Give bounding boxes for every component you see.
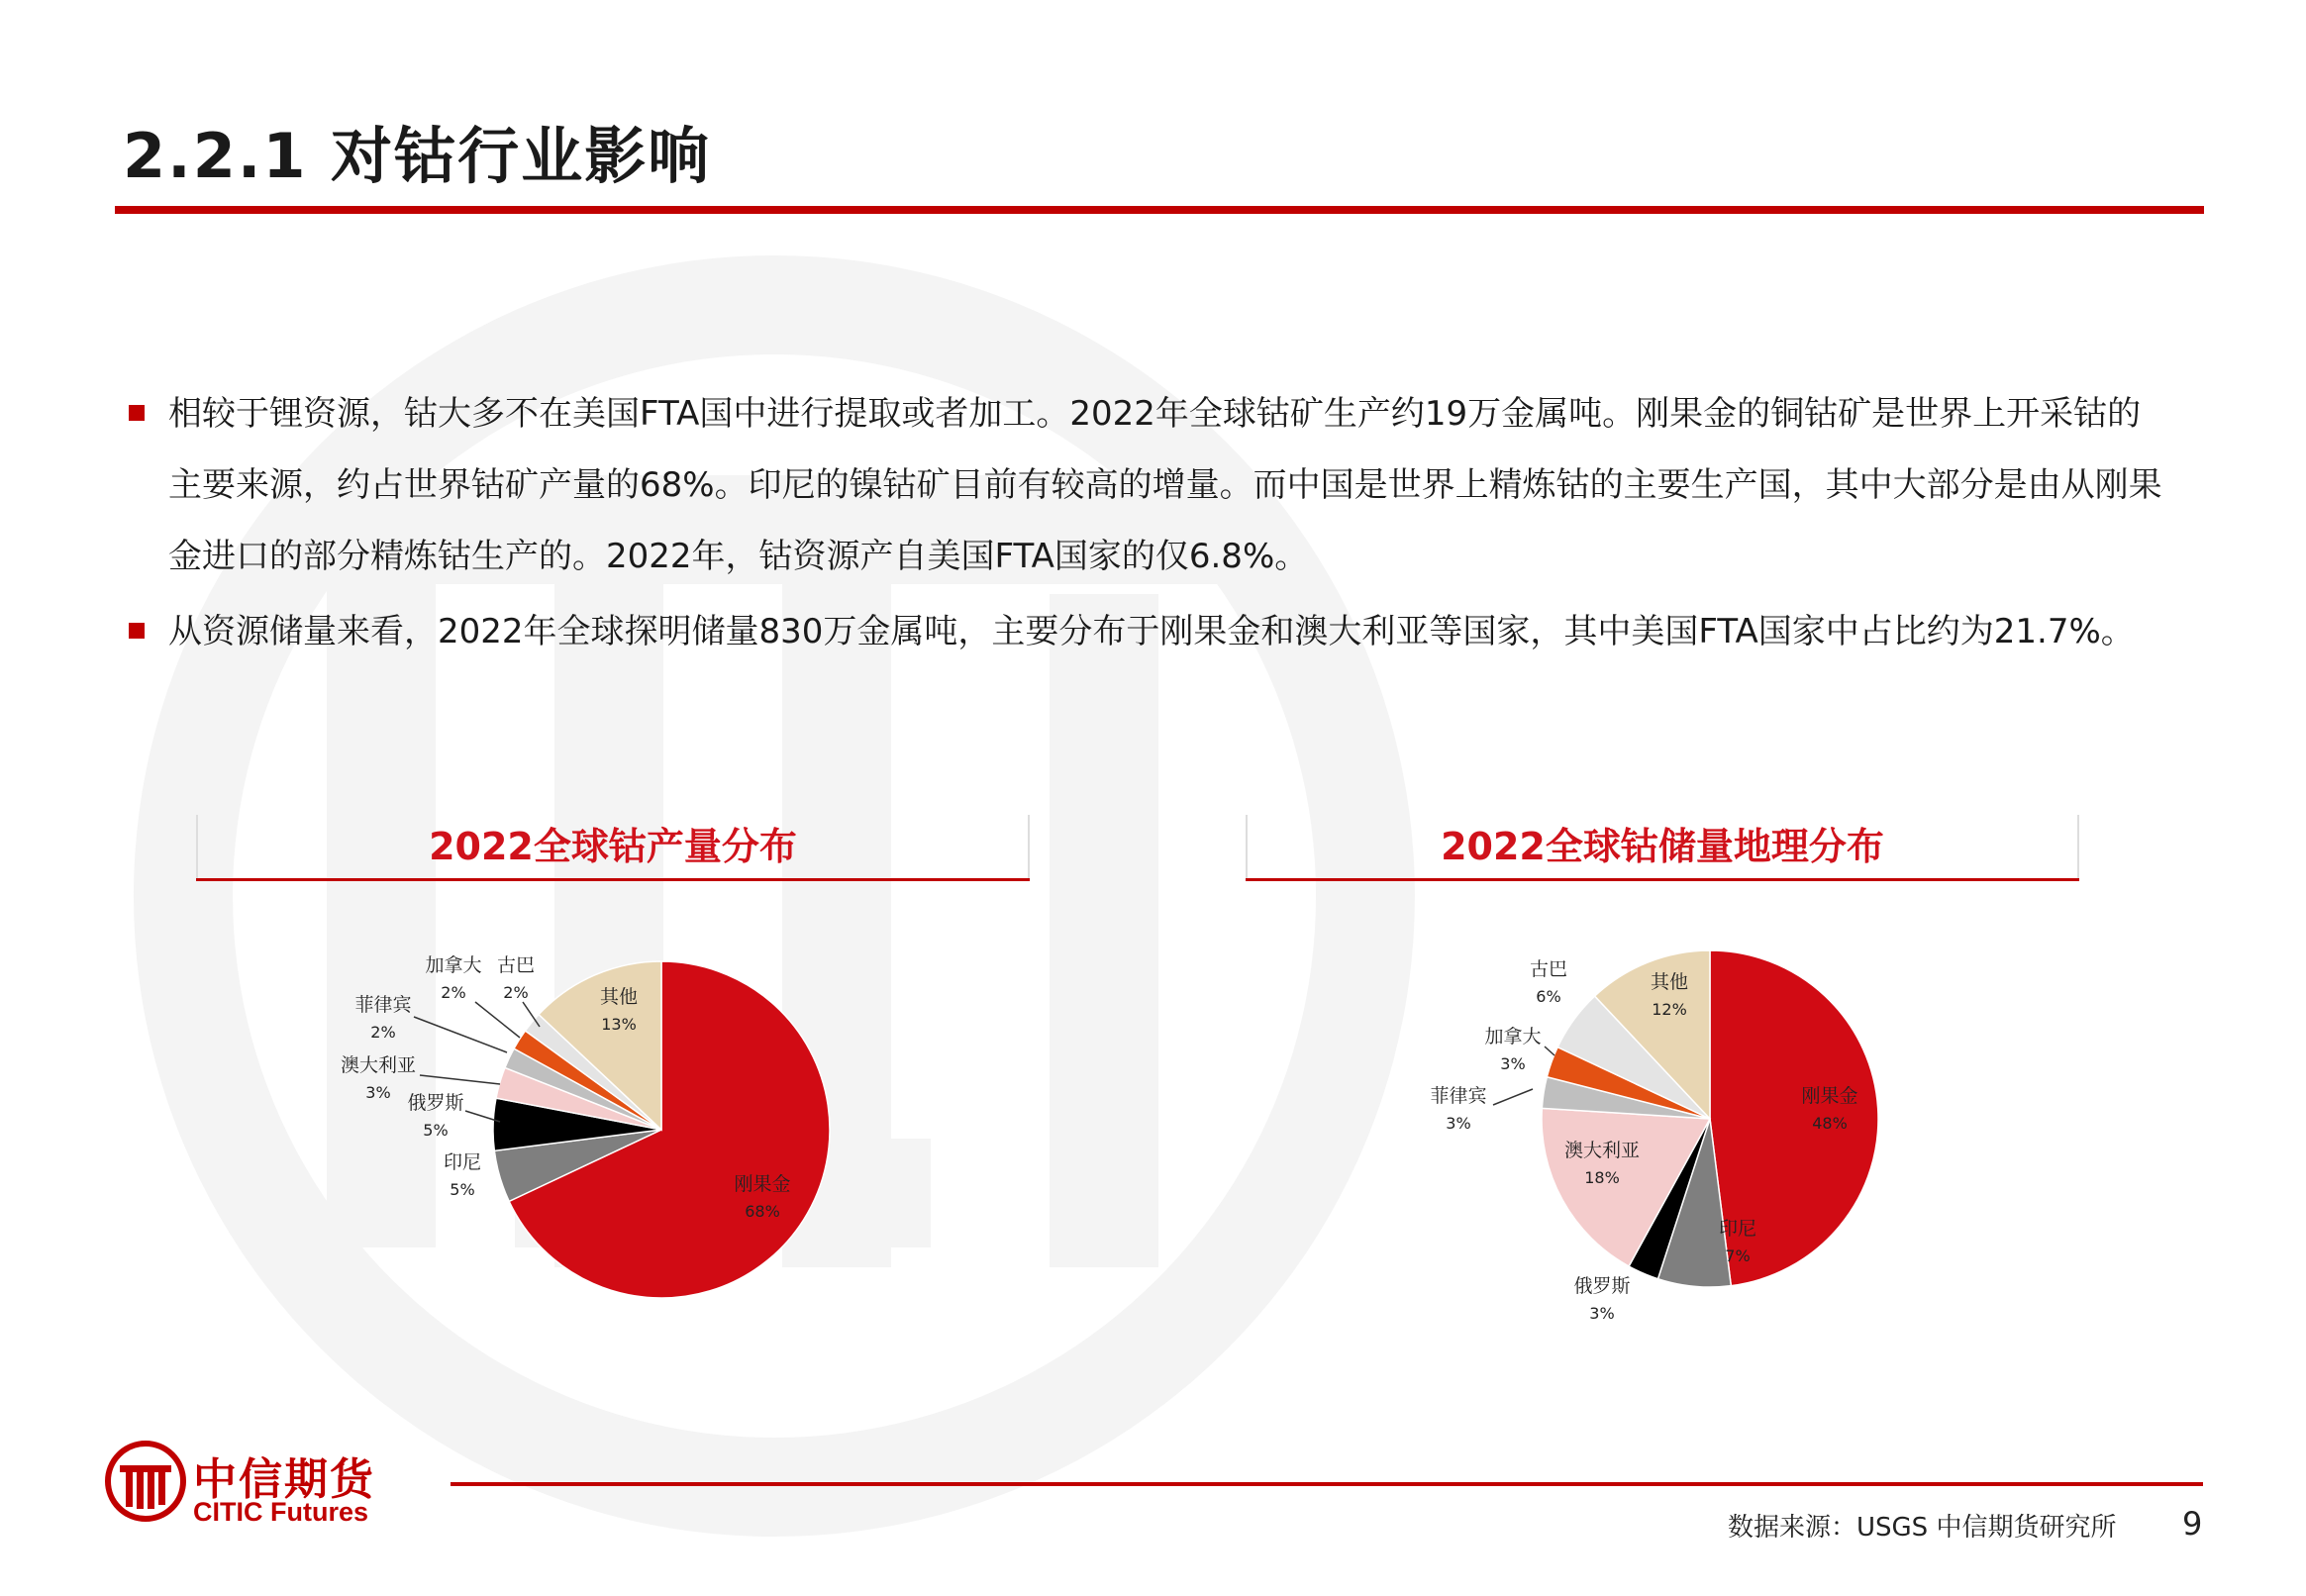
leader-line xyxy=(475,1002,520,1038)
pie-chart-reserves xyxy=(1430,950,1878,1323)
slice-value-label: 2% xyxy=(503,983,529,1002)
slice-label: 澳大利亚 xyxy=(340,1054,417,1076)
leader-line xyxy=(420,1075,500,1084)
leader-line xyxy=(1493,1089,1533,1105)
slice-label: 菲律宾 xyxy=(354,994,412,1016)
slice-value-label: 5% xyxy=(423,1121,449,1140)
slice-value-label: 3% xyxy=(1589,1304,1615,1323)
slice-label: 刚果金 xyxy=(1801,1085,1858,1107)
slice-value-label: 48% xyxy=(1812,1114,1848,1133)
slice-label: 加拿大 xyxy=(425,954,482,976)
citic-logo-icon xyxy=(104,1434,187,1529)
slice-value-label: 5% xyxy=(450,1180,475,1199)
chart1-title: 2022全球钴产量分布 xyxy=(196,815,1030,881)
slice-value-label: 7% xyxy=(1725,1247,1751,1265)
slice-label: 澳大利亚 xyxy=(1563,1140,1641,1161)
leader-line xyxy=(1545,1047,1554,1055)
slice-label: 其他 xyxy=(1650,971,1689,993)
slice-label: 其他 xyxy=(599,986,639,1008)
data-source: 数据来源：USGS 中信期货研究所 xyxy=(1728,1513,2117,1543)
logo-text-cn: 中信期货 xyxy=(193,1454,375,1505)
slice-value-label: 18% xyxy=(1584,1168,1620,1187)
slice-value-label: 3% xyxy=(1500,1054,1526,1073)
slice-value-label: 13% xyxy=(601,1015,637,1034)
slice-value-label: 3% xyxy=(365,1083,391,1102)
slice-value-label: 3% xyxy=(1446,1114,1471,1133)
slice-label: 菲律宾 xyxy=(1430,1085,1487,1107)
bullet-text: 相较于锂资源，钴大多不在美国FTA国中进行提取或者加工。2022年全球钴矿生产约19万金属吨。刚果金的铜钴矿是世界上开采钴的主要来源，约占世界钴矿产量的68%。印尼的镍钴矿目前有较高的增量。而中国是世界上精炼钴的主要生产国，其中大部分是由从刚果金进口的部分精炼钴生产的。2022年，钴资源产自美国FTA国家的仅6.8%。 xyxy=(168,394,2162,576)
leader-line xyxy=(414,1017,507,1052)
slice-value-label: 2% xyxy=(441,983,466,1002)
slice-label: 古巴 xyxy=(1529,958,1568,980)
chart2-title: 2022全球钴储量地理分布 xyxy=(1246,815,2079,881)
slice-label: 加拿大 xyxy=(1484,1026,1542,1047)
slice-label: 俄罗斯 xyxy=(1573,1275,1631,1297)
slice-value-label: 2% xyxy=(370,1023,396,1042)
page-number: 9 xyxy=(2182,1505,2203,1543)
page-title: 2.2.1 对钴行业影响 xyxy=(123,120,712,192)
slice-label: 刚果金 xyxy=(734,1173,791,1195)
slice-label: 印尼 xyxy=(443,1151,482,1173)
slice-label: 印尼 xyxy=(1718,1218,1757,1240)
slice-value-label: 68% xyxy=(745,1202,780,1221)
footer-divider xyxy=(451,1482,2203,1486)
bullet-text: 从资源储量来看，2022年全球探明储量830万金属吨，主要分布于刚果金和澳大利亚等国家，其中美国FTA国家中占比约为21.7%。 xyxy=(168,612,2135,651)
pie-chart-production xyxy=(341,954,830,1298)
slice-value-label: 12% xyxy=(1652,1000,1687,1019)
slice-value-label: 6% xyxy=(1536,987,1561,1006)
logo-text-en: CITIC Futures xyxy=(193,1497,369,1527)
slice-label: 古巴 xyxy=(496,954,536,976)
slice-label: 俄罗斯 xyxy=(407,1092,464,1114)
